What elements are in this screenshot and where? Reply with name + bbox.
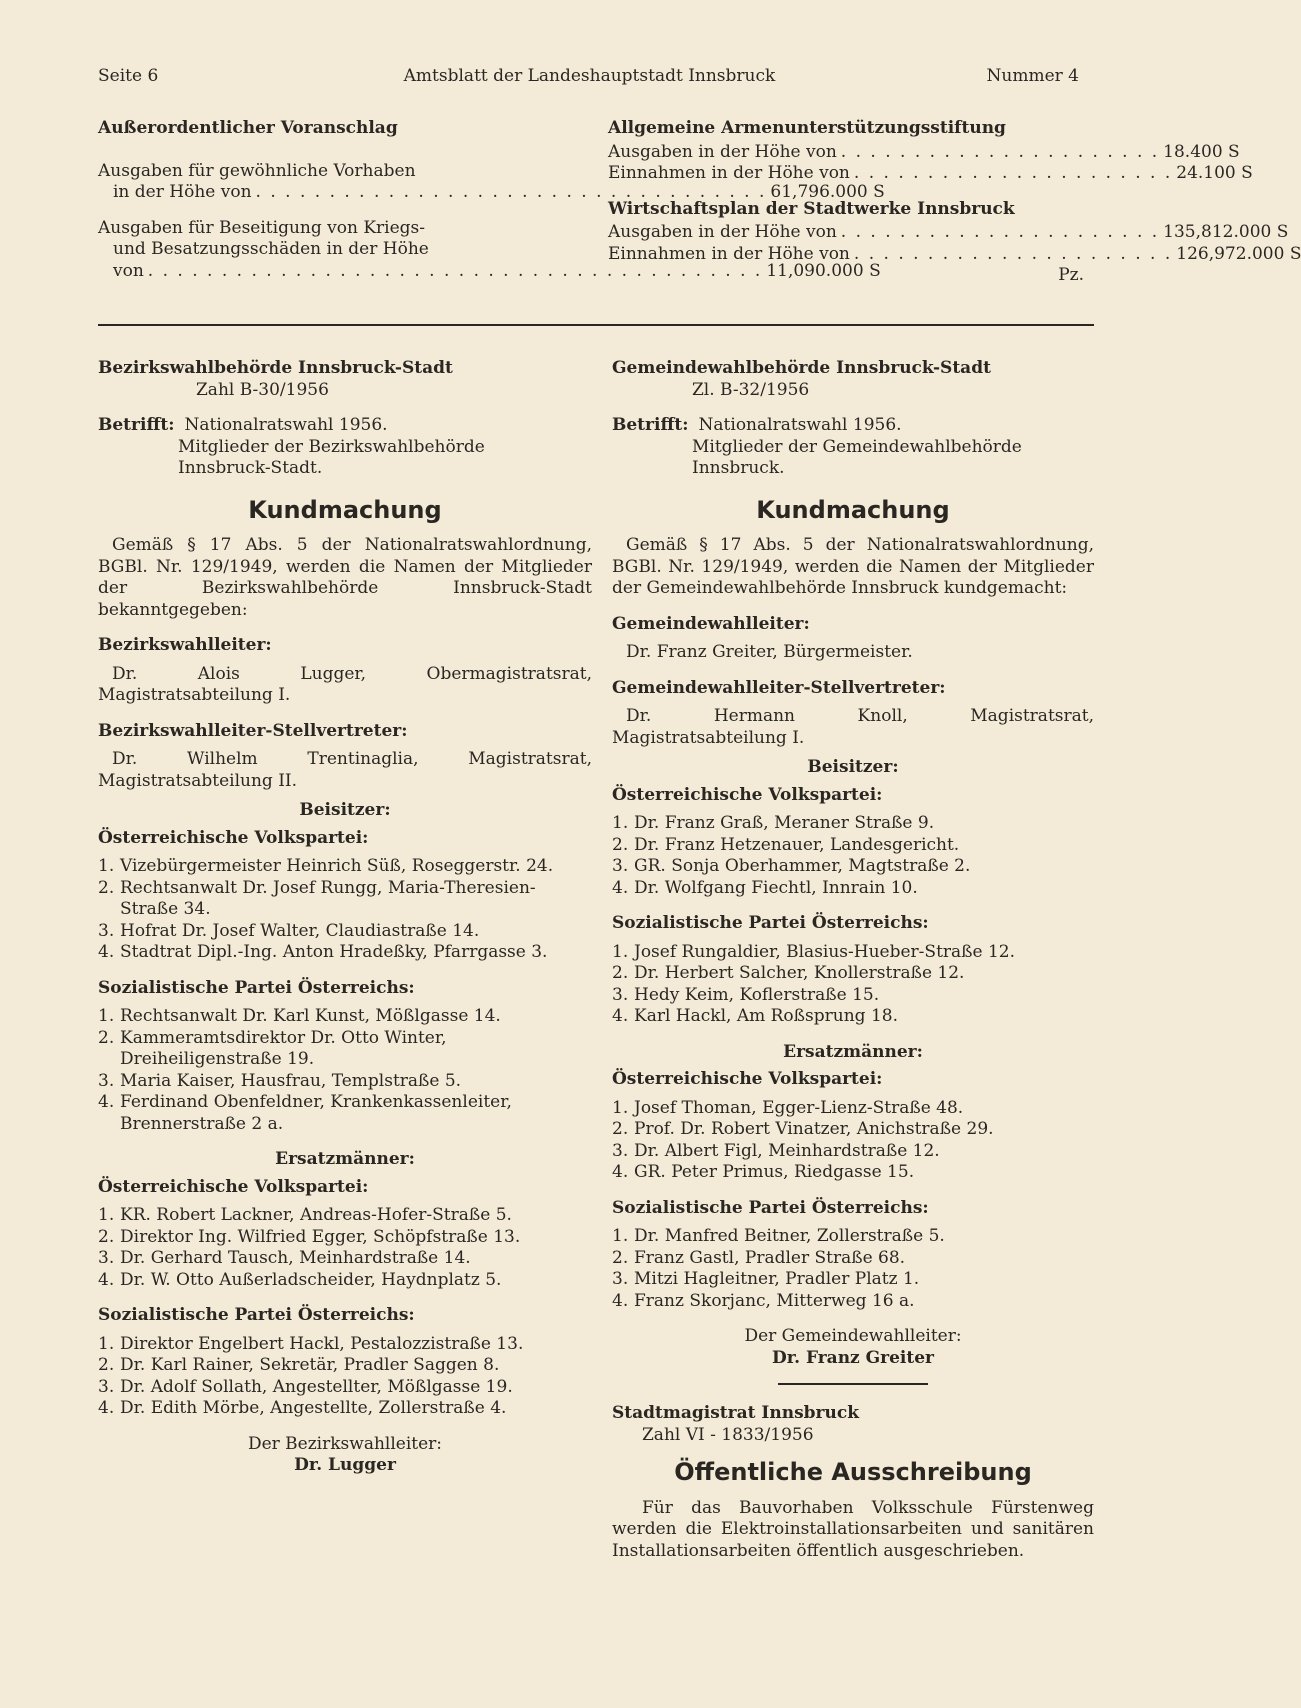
- ausschreibung-title: Öffentliche Ausschreibung: [674, 1458, 1032, 1486]
- gemeinde-authority: Gemeindewahlbehörde Innsbruck-Stadt: [612, 358, 991, 378]
- gemeinde-betrifft-label: Betrifft:: [612, 415, 689, 435]
- gemeinde-ersatz-label: Ersatzmänner:: [783, 1041, 923, 1062]
- list-item: 2. Rechtsanwalt Dr. Josef Rungg, Maria-Theresien-Straße 34.: [98, 877, 536, 919]
- bezirk-spo-list: [98, 1006, 592, 1135]
- stadtwerke-title: Wirtschaftsplan der Stadtwerke Innsbruck: [608, 198, 1015, 219]
- voranschlag-item2-line1: Ausgaben für Beseitigung von Kriegs-: [98, 217, 426, 238]
- publication-title: Amtsblatt der Landeshauptstadt Innsbruck: [403, 66, 776, 86]
- list-item: 3. GR. Sonja Oberhammer, Magtstraße 2.: [612, 856, 971, 876]
- list-item: 4. GR. Peter Primus, Riedgasse 15.: [612, 1162, 915, 1182]
- list-item: 2. Franz Gastl, Pradler Straße 68.: [612, 1247, 906, 1268]
- voranschlag-item2-line2: und Besatzungsschäden in der Höhe: [113, 239, 429, 259]
- short-divider: [778, 1383, 928, 1385]
- list-item: 2. Dr. Karl Rainer, Sekretär, Pradler Saggen 8.: [98, 1355, 500, 1375]
- gemeinde-stellv: Dr. Hermann Knoll, Magistratsrat, Magistratsabteilung I.: [612, 706, 1094, 748]
- list-item: 4. Karl Hackl, Am Roßsprung 18.: [612, 1006, 898, 1026]
- armen-expenses-row: Ausgaben in der Höhe von . . . . . . . . . . . . . . . . . . . . . . 18.400 S: [608, 141, 1240, 162]
- list-item: 3. Dr. Albert Figl, Meinhardstraße 12.: [612, 1140, 940, 1161]
- bezirk-sign-label: Der Bezirkswahlleiter:: [247, 1433, 443, 1454]
- list-item: 1. Rechtsanwalt Dr. Karl Kunst, Mößlgasse 14.: [98, 1006, 501, 1026]
- voranschlag-item1-amount: 61,796.000 S: [770, 182, 885, 202]
- list-item: 4. Ferdinand Obenfeldner, Krankenkassenleiter, Brennerstraße 2 a.: [98, 1092, 512, 1134]
- gemeinde-ovp-list: [612, 813, 1094, 899]
- list-item: 3. Mitzi Hagleitner, Pradler Platz 1.: [612, 1269, 920, 1289]
- list-item: 1. KR. Robert Lackner, Andreas-Hofer-Straße 5.: [98, 1205, 512, 1225]
- stadtwerke-expenses-row: Ausgaben in der Höhe von . . . . . . . . . . . . . . . . . . . . . . 135,812.000 S: [608, 222, 1289, 242]
- list-item: 4. Franz Skorjanc, Mitterweg 16 a.: [612, 1290, 915, 1311]
- voranschlag-item1-row: in der Höhe von . . . . . . . . . . . . . . . . . . . . . . . . . . . . . . . . . . . 61,796.000 S: [113, 182, 885, 202]
- bezirk-authority: Bezirkswahlbehörde Innsbruck-Stadt: [98, 358, 453, 378]
- bezirk-stellv: Dr. Wilhelm Trentinaglia, Magistratsrat, Magistratsabteilung II.: [98, 749, 592, 791]
- list-item: 2. Direktor Ing. Wilfried Egger, Schöpfstraße 13.: [98, 1226, 521, 1247]
- gemeinde-notice: Gemeindewahlbehörde Innsbruck-Stadt Zl. B-32/1956 Betrifft: Nationalratswahl 1956. Mitglieder der Gemeindewahlbehörde Innsbruck. Kundmachung Gemäß § 17 Abs. 5 der Nationalratswahlordnung, BGBl. Nr. 129/1949, werden die Namen der Mitglieder der Gemeindewahlbehörde Innsbruck kundgemacht: Gemeindewahlleiter: Dr. Franz Greiter, Bürgermeister. Gemeindewahlleiter-Stellvertreter: Dr. Hermann Knoll, Magistratsrat, Magistratsabteilung I. Beisitzer: Österreichische Volkspartei: 1. Dr. Franz Graß, Meraner Straße 9. 2. Dr. Franz Hetzenauer, Landesgericht. 3. GR. Sonja Oberhammer, Magtstraße 2. 4. Dr. Wolfgang Fiechtl, Innrain 10. Sozialistische Partei Österreichs: 1. Josef Rungaldier, Blasius-Hueber-Straße 12. 2. Dr. Herbert Salcher, Knollerstraße 12. 3. Hedy Keim, Koflerstraße 15. 4. Karl Hackl, Am Roßsprung 18. Ersatzmänner: Österreichische Volkspartei: 1. Josef Thoman, Egger-Lienz-Straße 48. 2. Prof. Dr. Robert Vinatzer, Anichstraße 29. 3. Dr. Albert Figl, Meinhardstraße 12. 4. GR. Peter Primus, Riedgasse 15. Sozialistische Partei Österreichs: 1. Dr. Manfred Beitner, Zollerstraße 5. 2. Franz Gastl, Pradler Straße 68. 3. Mitzi Hagleitner, Pradler Platz 1. 4. Franz Skorjanc, Mitterweg 16 a. Der Gemeindewahlleiter: Dr. Franz Greiter Stadtmagistrat Innsbruck Zahl VI - 1833/1956 Öffentliche Ausschreibung Für das Bauvorhaben Volksschule Fürstenweg werden die Elektroinstallationsarbeiten und sanitären Installationsarbeiten öffentlich ausgeschrieben.: [612, 358, 1094, 1561]
- voranschlag-item1-line1: Ausgaben für gewöhnliche Vorhaben: [98, 160, 416, 181]
- voranschlag-title: Außerordentlicher Voranschlag: [98, 118, 398, 138]
- gemeinde-betrifft-row: Betrifft: Nationalratswahl 1956.: [612, 415, 902, 435]
- gemeinde-ersatz-ovp-list: [612, 1098, 1094, 1184]
- gemeinde-beisitzer-label: Beisitzer:: [807, 757, 899, 777]
- issue-number: Nummer 4: [986, 66, 1079, 86]
- bezirk-stellv-label: Bezirkswahlleiter-Stellvertreter:: [98, 720, 408, 741]
- gemeinde-ersatz-spo-list: [612, 1226, 1094, 1312]
- gemeinde-kundmachung-title: Kundmachung: [756, 495, 950, 524]
- stadtmagistrat-authority: Stadtmagistrat Innsbruck: [612, 1403, 859, 1423]
- gemeinde-ersatz-ovp-label: Österreichische Volkspartei:: [612, 1069, 883, 1089]
- page-number: Seite 6: [98, 66, 159, 86]
- list-item: 3. Maria Kaiser, Hausfrau, Templstraße 5.: [98, 1070, 462, 1091]
- signature-initials: Pz.: [1058, 265, 1084, 285]
- voranschlag-item2-row: von . . . . . . . . . . . . . . . . . . . . . . . . . . . . . . . . . . . . . . . . . . 11,090.000 S: [113, 260, 881, 281]
- bezirk-leiter-label: Bezirkswahlleiter:: [98, 635, 272, 655]
- bezirk-beisitzer-label: Beisitzer:: [299, 800, 391, 820]
- ausschreibung-text: Für das Bauvorhaben Volksschule Fürstenweg werden die Elektroinstallationsarbeiten und sanitären Installationsarbeiten öffentlich ausgeschrieben.: [612, 1497, 1094, 1561]
- section-divider: [98, 324, 1094, 326]
- voranschlag-item2-amount: 11,090.000 S: [766, 260, 881, 281]
- bezirk-ersatz-spo-list: [98, 1334, 592, 1420]
- bezirk-sign-name: Dr. Lugger: [294, 1455, 396, 1475]
- gemeinde-stellv-label: Gemeindewahlleiter-Stellvertreter:: [612, 677, 946, 698]
- list-item: 1. Dr. Manfred Beitner, Zollerstraße 5.: [612, 1226, 945, 1246]
- bezirk-leiter: Dr. Alois Lugger, Obermagistratsrat, Magistratsabteilung I.: [98, 663, 592, 705]
- stadtmagistrat-reference: Zahl VI - 1833/1956: [642, 1424, 814, 1445]
- list-item: 3. Hofrat Dr. Josef Walter, Claudiastraße 14.: [98, 920, 480, 941]
- list-item: 2. Dr. Franz Hetzenauer, Landesgericht.: [612, 834, 960, 855]
- list-item: 3. Dr. Gerhard Tausch, Meinhardstraße 14.: [98, 1248, 471, 1268]
- list-item: 2. Kammeramtsdirektor Dr. Otto Winter, Dreiheiligenstraße 19.: [98, 1027, 447, 1069]
- list-item: 3. Hedy Keim, Koflerstraße 15.: [612, 984, 880, 1005]
- bezirk-intro: Gemäß § 17 Abs. 5 der Nationalratswahlordnung, BGBl. Nr. 129/1949, werden die Namen der Mitglieder der Bezirkswahlbehörde Innsbruck-Stadt bekanntgegeben:: [98, 535, 592, 620]
- list-item: 4. Dr. Edith Mörbe, Angestellte, Zollerstraße 4.: [98, 1398, 507, 1418]
- gemeinde-ovp-label: Österreichische Volkspartei:: [612, 784, 883, 805]
- bezirk-betrifft-label: Betrifft:: [98, 415, 175, 435]
- gemeinde-spo-list: [612, 942, 1094, 1028]
- bezirk-ersatz-spo-label: Sozialistische Partei Österreichs:: [98, 1305, 415, 1325]
- bezirk-kundmachung-title: Kundmachung: [248, 495, 442, 524]
- list-item: 2. Prof. Dr. Robert Vinatzer, Anichstraße 29.: [612, 1119, 994, 1139]
- gemeinde-sign-label: Der Gemeindewahlleiter:: [744, 1326, 962, 1346]
- list-item: 1. Dr. Franz Graß, Meraner Straße 9.: [612, 813, 935, 833]
- list-item: 1. Direktor Engelbert Hackl, Pestalozzistraße 13.: [98, 1333, 524, 1354]
- gemeinde-reference: Zl. B-32/1956: [692, 379, 810, 400]
- bezirk-ovp-list: [98, 856, 592, 964]
- list-item: 2. Dr. Herbert Salcher, Knollerstraße 12.: [612, 963, 965, 983]
- bezirk-ovp-label: Österreichische Volkspartei:: [98, 827, 369, 848]
- list-item: 1. Josef Thoman, Egger-Lienz-Straße 48.: [612, 1097, 964, 1118]
- armen-title: Allgemeine Armenunterstützungsstiftung: [608, 118, 1006, 138]
- gemeinde-sign-name: Dr. Franz Greiter: [771, 1347, 935, 1368]
- gemeinde-spo-label: Sozialistische Partei Österreichs:: [612, 913, 929, 933]
- armen-income-row: Einnahmen in der Höhe von . . . . . . . . . . . . . . . . . . . . . . 24.100 S: [608, 163, 1253, 183]
- gemeinde-ersatz-spo-label: Sozialistische Partei Österreichs:: [612, 1197, 929, 1218]
- bezirk-spo-label: Sozialistische Partei Österreichs:: [98, 977, 415, 998]
- bezirk-betrifft-row: Betrifft: Nationalratswahl 1956.: [98, 415, 388, 435]
- bezirk-notice: Bezirkswahlbehörde Innsbruck-Stadt Zahl B-30/1956 Betrifft: Nationalratswahl 1956. Mitglieder der Bezirkswahlbehörde Innsbruck-Stadt. Kundmachung Gemäß § 17 Abs. 5 der Nationalratswahlordnung, BGBl. Nr. 129/1949, werden die Namen der Mitglieder der Bezirkswahlbehörde Innsbruck-Stadt bekanntgegeben: Bezirkswahlleiter: Dr. Alois Lugger, Obermagistratsrat, Magistratsabteilung I. Bezirkswahlleiter-Stellvertreter: Dr. Wilhelm Trentinaglia, Magistratsrat, Magistratsabteilung II. Beisitzer: Österreichische Volkspartei: 1. Vizebürgermeister Heinrich Süß, Roseggerstr. 24. 2. Rechtsanwalt Dr. Josef Rungg, Maria-Theresien-Straße 34. 3. Hofrat Dr. Josef Walter, Claudiastraße 14. 4. Stadtrat Dipl.-Ing. Anton Hradeßky, Pfarrgasse 3. Sozialistische Partei Österreichs: 1. Rechtsanwalt Dr. Karl Kunst, Mößlgasse 14. 2. Kammeramtsdirektor Dr. Otto Winter, Dreiheiligenstraße 19. 3. Maria Kaiser, Hausfrau, Templstraße 5. 4. Ferdinand Obenfeldner, Krankenkassenleiter, Brennerstraße 2 a. Ersatzmänner: Österreichische Volkspartei: 1. KR. Robert Lackner, Andreas-Hofer-Straße 5. 2. Direktor Ing. Wilfried Egger, Schöpfstraße 13. 3. Dr. Gerhard Tausch, Meinhardstraße 14. 4. Dr. W. Otto Außerladscheider, Haydnplatz 5. Sozialistische Partei Österreichs: 1. Direktor Engelbert Hackl, Pestalozzistraße 13. 2. Dr. Karl Rainer, Sekretär, Pradler Saggen 8. 3. Dr. Adolf Sollath, Angestellter, Mößlgasse 19. 4. Dr. Edith Mörbe, Angestellte, Zollerstraße 4. Der Bezirkswahlleiter: Dr. Lugger: [98, 358, 592, 1475]
- list-item: 1. Vizebürgermeister Heinrich Süß, Roseggerstr. 24.: [98, 856, 554, 876]
- list-item: 4. Dr. W. Otto Außerladscheider, Haydnplatz 5.: [98, 1269, 502, 1290]
- stadtwerke-income-row: Einnahmen in der Höhe von . . . . . . . . . . . . . . . . . . . . . . 126,972.000 S: [608, 243, 1301, 264]
- list-item: 4. Stadtrat Dipl.-Ing. Anton Hradeßky, Pfarrgasse 3.: [98, 942, 548, 962]
- bezirk-reference: Zahl B-30/1956: [196, 379, 329, 400]
- bezirk-ersatz-label: Ersatzmänner:: [275, 1149, 415, 1169]
- gemeinde-leiter: Dr. Franz Greiter, Bürgermeister.: [626, 642, 913, 662]
- bezirk-ersatz-ovp-label: Österreichische Volkspartei:: [98, 1176, 369, 1197]
- gemeinde-leiter-label: Gemeindewahlleiter:: [612, 613, 810, 634]
- list-item: 4. Dr. Wolfgang Fiechtl, Innrain 10.: [612, 877, 918, 898]
- list-item: 3. Dr. Adolf Sollath, Angestellter, Mößlgasse 19.: [98, 1376, 513, 1397]
- bezirk-ersatz-ovp-list: [98, 1205, 592, 1291]
- list-item: 1. Josef Rungaldier, Blasius-Hueber-Straße 12.: [612, 941, 1016, 962]
- gemeinde-intro: Gemäß § 17 Abs. 5 der Nationalratswahlordnung, BGBl. Nr. 129/1949, werden die Namen der Mitglieder der Gemeindewahlbehörde Innsbruck kundgemacht:: [612, 535, 1094, 598]
- budget-section-right: [608, 118, 1301, 287]
